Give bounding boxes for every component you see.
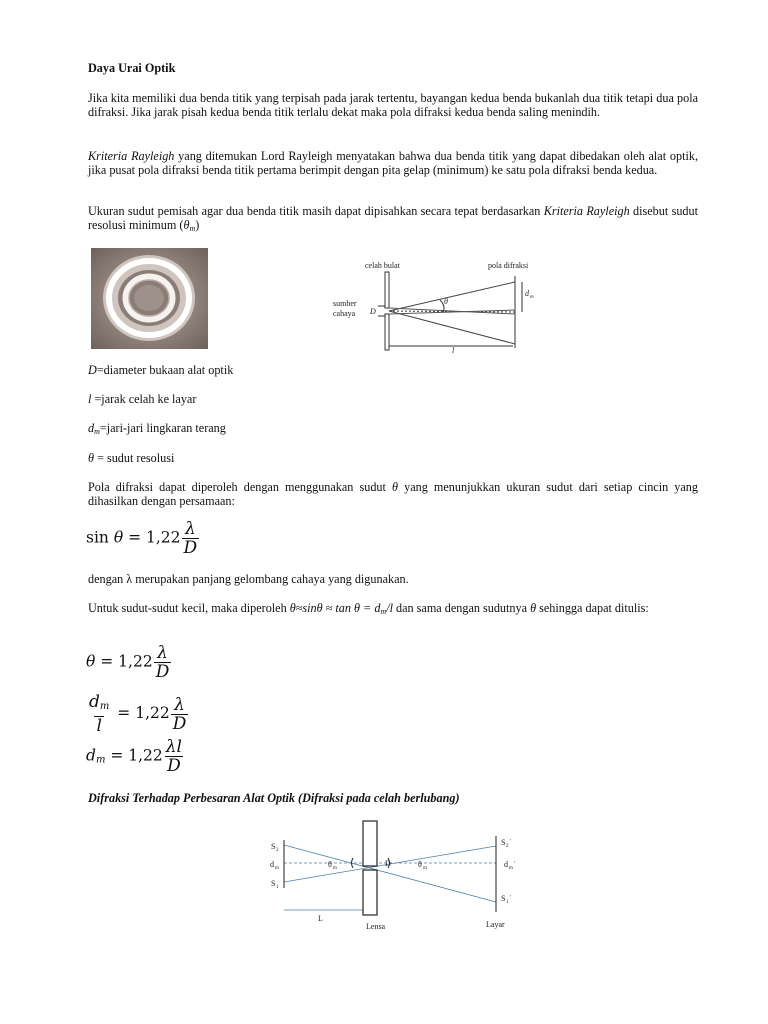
eq3-left-numerator bbox=[87, 693, 111, 716]
label-theta-m-left: θ bbox=[328, 860, 332, 869]
paragraph-small-angles-text: Untuk sudut-sudut kecil, maka diperoleh bbox=[88, 601, 290, 615]
label-s2-prime-tick: ' bbox=[510, 839, 512, 845]
eq3-numerator: λ bbox=[174, 694, 185, 715]
legend-l bbox=[88, 393, 196, 407]
symbol-d-sub: m bbox=[94, 427, 100, 436]
paragraph-resolution-text-2: disebut sudut resolusi minimum ( bbox=[88, 204, 699, 232]
eq4-numerator: λl bbox=[165, 737, 182, 757]
eq2-fraction bbox=[154, 644, 172, 681]
page-title: Daya Urai Optik bbox=[88, 61, 176, 75]
label-s1-prime-tick: ' bbox=[510, 895, 512, 901]
paragraph-pola-text-2: yang menunjukkan ukuran sudut dari setiap cincin yang dihasilkan dengan persamaan: bbox=[88, 480, 698, 508]
eq4-d: d bbox=[86, 746, 96, 765]
section-heading: Difraksi Terhadap Perbesaran Alat Optik (Difraksi pada celah berlubang) bbox=[88, 791, 460, 805]
label-s2-prime: S bbox=[501, 838, 506, 847]
label-lensa: Lensa bbox=[366, 922, 386, 931]
eq4-fraction bbox=[164, 738, 184, 775]
label-s2-sub: 2 bbox=[276, 848, 279, 853]
label-celah-bulat: celah bulat bbox=[365, 261, 400, 270]
label-lens-D: D bbox=[385, 859, 391, 868]
label-dm-prime-tick: ' bbox=[514, 861, 516, 867]
label-d-sub: m bbox=[530, 295, 534, 300]
label-L: L bbox=[318, 914, 323, 923]
symbol-theta-2: θ bbox=[88, 451, 94, 465]
diffraction-diagram bbox=[330, 256, 550, 356]
small-angle-slash: /l bbox=[386, 601, 393, 615]
paragraph-resolution-text: Ukuran sudut pemisah agar dua benda titik masih dapat dipisahkan secara tepat berdasarkan bbox=[88, 204, 544, 218]
legend-dm bbox=[88, 422, 226, 439]
eq2-coef: = 1,22 bbox=[95, 652, 153, 671]
eq1-theta: θ bbox=[113, 528, 124, 547]
legend-dm-text: =jari-jari lingkaran terang bbox=[99, 421, 226, 435]
label-D: D bbox=[370, 307, 376, 316]
label-layar: Layar bbox=[486, 920, 505, 929]
symbol-l: l bbox=[88, 392, 92, 406]
legend-theta bbox=[88, 452, 174, 466]
eq4-coef: = 1,22 bbox=[105, 746, 163, 765]
label-theta: θ bbox=[444, 297, 448, 306]
term-kriteria-rayleigh: Kriteria Rayleigh bbox=[88, 149, 175, 163]
eq4-d-sub: m bbox=[95, 754, 106, 766]
label-pola-difraksi: pola difraksi bbox=[488, 261, 529, 270]
eq2-theta: θ bbox=[86, 652, 96, 671]
eq3-left-fraction bbox=[87, 693, 111, 735]
symbol-theta: θ bbox=[183, 217, 190, 232]
eq1-denominator: D bbox=[183, 538, 198, 558]
paragraph-small-angles-tail: sehingga dapat ditulis: bbox=[536, 601, 649, 615]
paragraph-rayleigh bbox=[88, 150, 698, 178]
small-angle-sub: m bbox=[380, 607, 387, 616]
eq2-numerator: λ bbox=[157, 643, 168, 663]
eq3-denominator: D bbox=[172, 713, 187, 734]
paragraph-pola bbox=[88, 481, 698, 509]
label-theta-m-left-sub: m bbox=[333, 866, 337, 871]
equation-theta bbox=[86, 644, 172, 681]
term-kriteria-rayleigh-2: Kriteria Rayleigh bbox=[543, 204, 630, 218]
paragraph-pola-text: Pola difraksi dapat diperoleh dengan menggunakan sudut bbox=[88, 480, 393, 494]
eq3-d: d bbox=[89, 692, 100, 712]
lens-diagram bbox=[258, 818, 530, 936]
eq1-numerator: λ bbox=[184, 519, 196, 539]
legend-D bbox=[88, 364, 233, 378]
label-theta-m-right: θ bbox=[418, 860, 422, 869]
paragraph-intro: Jika kita memiliki dua benda titik yang terpisah pada jarak tertentu, bayangan kedua benda bukanlah dua titik tetapi dua pola difraksi. Jika jarak pisah kedua benda titik terlalu dekat maka pola difraksi kedua benda saling menindih. bbox=[88, 91, 698, 119]
eq1-fraction bbox=[182, 520, 200, 557]
paragraph-small-angles bbox=[88, 602, 698, 619]
symbol-d: d bbox=[88, 421, 95, 435]
label-s2-prime-sub: 2 bbox=[506, 844, 509, 849]
eq2-denominator: D bbox=[155, 662, 170, 682]
small-angle-approx: θ≈sinθ ≈ tan θ = d bbox=[289, 601, 381, 615]
eq4-denominator: D bbox=[167, 756, 181, 776]
label-sumber: sumber bbox=[333, 299, 357, 308]
label-dm: d bbox=[270, 860, 274, 869]
paragraph-lambda: dengan λ merupakan panjang gelombang cahaya yang digunakan. bbox=[88, 572, 409, 586]
label-s2: S bbox=[271, 842, 276, 851]
label-s1: S bbox=[271, 879, 276, 888]
eq1-coef: = 1,22 bbox=[123, 528, 181, 547]
symbol-theta-3: θ bbox=[392, 480, 399, 494]
eq1-sin: sin bbox=[86, 528, 114, 547]
diffraction-rings-image bbox=[91, 248, 208, 349]
paragraph-small-angles-text-2: dan sama dengan sudutnya bbox=[392, 601, 531, 615]
label-s1-sub: 1 bbox=[276, 885, 279, 890]
label-d: d bbox=[525, 289, 529, 298]
symbol-sub: m bbox=[189, 223, 196, 233]
symbol-theta-4: θ bbox=[530, 601, 537, 615]
paragraph-rayleigh-text: yang ditemukan Lord Rayleigh menyatakan bahwa dua benda titik yang dapat dibedakan oleh alat optik, jika pusat pola difraksi benda titik pertama berimpit dengan pita gelap (minimum) ke satu pola difraksi benda kedua. bbox=[88, 149, 698, 177]
label-cahaya: cahaya bbox=[333, 309, 356, 318]
eq3-d-sub: m bbox=[99, 701, 110, 712]
eq3-coef: = 1,22 bbox=[112, 704, 170, 722]
paragraph-resolution bbox=[88, 205, 698, 236]
symbol-D: D bbox=[88, 363, 97, 377]
label-dm-sub: m bbox=[275, 866, 279, 871]
equation-dm bbox=[86, 738, 185, 775]
equation-dm-over-l bbox=[86, 693, 189, 735]
label-l: l bbox=[452, 346, 455, 355]
label-dm-prime-sub: m bbox=[509, 866, 513, 871]
equation-sin-theta bbox=[86, 520, 200, 557]
legend-l-text: =jarak celah ke layar bbox=[91, 392, 197, 406]
label-s1-prime: S bbox=[501, 894, 506, 903]
label-theta-m-right-sub: m bbox=[423, 866, 427, 871]
legend-D-text: =diameter bukaan alat optik bbox=[96, 363, 234, 377]
eq3-fraction bbox=[171, 696, 189, 733]
label-dm-prime: d bbox=[504, 860, 508, 869]
legend-theta-text: = sudut resolusi bbox=[94, 451, 175, 465]
paragraph-resolution-close: ) bbox=[195, 217, 200, 232]
eq3-left-denominator: l bbox=[96, 716, 102, 736]
label-s1-prime-sub: 1 bbox=[506, 900, 509, 905]
